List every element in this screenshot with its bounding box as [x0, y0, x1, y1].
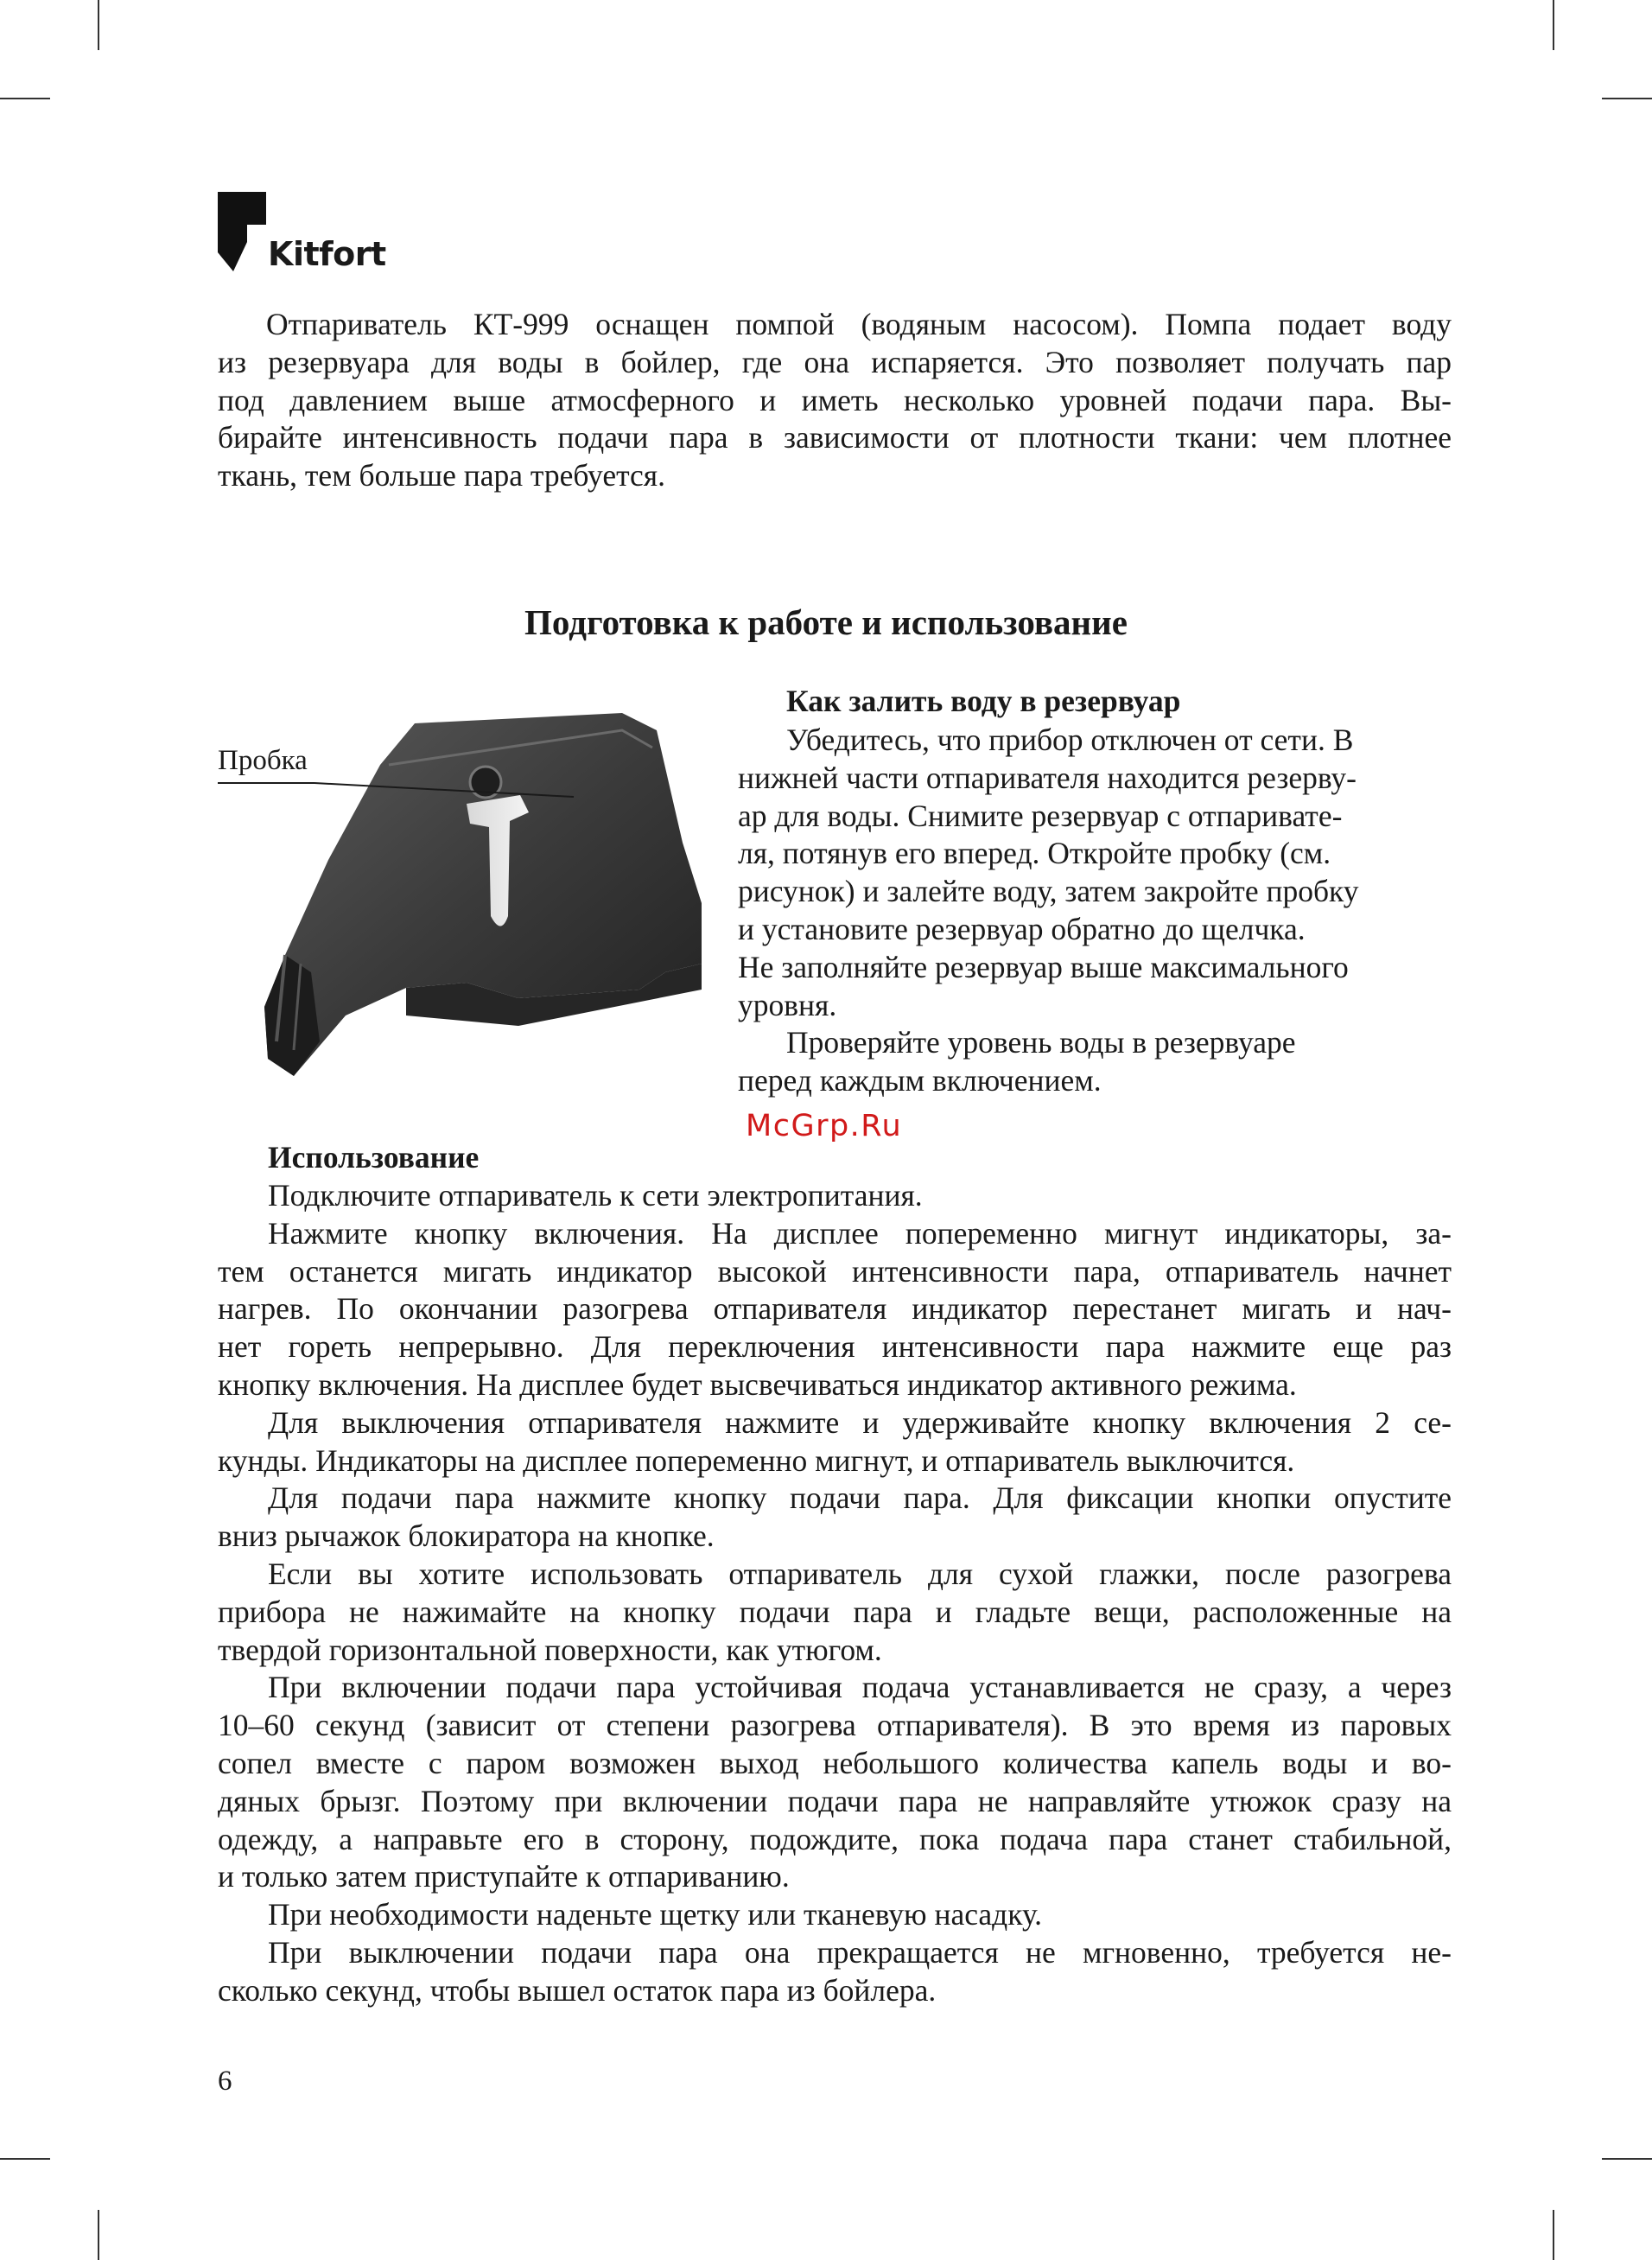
usage-line: сопел вместе с паром возможен выход небольшого количества капель воды и во-: [218, 1745, 1452, 1780]
watermark-link[interactable]: McGrp.Ru: [746, 1109, 903, 1143]
fill-line: Убедитесь, что прибор отключен от сети. В: [786, 723, 1354, 757]
usage-line: твердой горизонтальной поверхности, как утюгом.: [218, 1632, 882, 1667]
intro-line: ткань, тем больше пара требуется.: [218, 458, 665, 493]
fill-line: Проверяйте уровень воды в резервуаре: [786, 1025, 1296, 1060]
section-title: Подготовка к работе и использование: [524, 602, 1128, 642]
figure-label: Пробка: [218, 745, 308, 776]
fill-line: нижней части отпаривателя находится резерву-: [738, 760, 1357, 795]
usage-line: прибора не нажимайте на кнопку подачи пара и гладьте вещи, расположенные на: [218, 1594, 1452, 1629]
brand-name: Kitfort: [268, 235, 386, 273]
intro-paragraph: [218, 306, 1452, 495]
usage-line: При выключении подачи пара она прекращается не мгновенно, требуется не-: [268, 1934, 1452, 1970]
fill-line: рисунок) и залейте воду, затем закройте пробку: [738, 874, 1359, 909]
water-tank-figure: [259, 713, 708, 1080]
fill-heading: Как залить воду в резервуар: [786, 684, 1181, 718]
brand-logo: [218, 192, 391, 275]
fill-line: ар для воды. Снимите резервуар с отпаривате-: [738, 798, 1343, 833]
usage-line: кунды. Индикаторы на дисплее попеременно мигнут, и отпариватель выключится.: [218, 1442, 1295, 1478]
crop-mark: [0, 98, 50, 99]
usage-line: Если вы хотите использовать отпариватель для сухой глажки, после разогрева: [268, 1556, 1452, 1591]
usage-line: вниз рычажок блокиратора на кнопке.: [218, 1518, 715, 1554]
usage-line: дяных брызг. Поэтому при включении подачи пара не направляйте утюжок сразу на: [218, 1783, 1452, 1818]
usage-line: и только затем приступайте к отпариванию.: [218, 1859, 790, 1894]
crop-mark: [98, 0, 99, 50]
usage-line: одежду, а направьте его в сторону, подождите, пока подача пара станет стабильной,: [218, 1821, 1452, 1856]
usage-line: кнопку включения. На дисплее будет высвечиваться индикатор активного режима.: [218, 1366, 1297, 1402]
usage-line: При включении подачи пара устойчивая подача устанавливается не сразу, а через: [268, 1670, 1452, 1705]
intro-line: под давлением выше атмосферного и иметь несколько уровней подачи пара. Вы-: [218, 382, 1452, 417]
leader-line: [218, 782, 581, 799]
crop-mark: [1602, 98, 1652, 99]
intro-line: из резервуара для воды в бойлер, где она испаряется. Это позволяет получать пар: [218, 344, 1452, 379]
crop-mark: [0, 2158, 50, 2160]
usage-line: нагрев. По окончании разогрева отпаривателя индикатор перестанет мигать и нач-: [218, 1291, 1452, 1327]
crop-mark: [98, 2210, 99, 2260]
intro-line: Отпариватель КТ-999 оснащен помпой (водяным насосом). Помпа подает воду: [266, 307, 1452, 341]
usage-line: 10–60 секунд (зависит от степени разогрева отпаривателя). В это время из паровых: [218, 1708, 1452, 1743]
usage-line: нет гореть непрерывно. Для переключения интенсивности пара нажмите еще раз: [218, 1329, 1452, 1365]
usage-line: тем останется мигать индикатор высокой интенсивности пара, отпариватель начнет: [218, 1253, 1452, 1289]
usage-heading: Использование: [268, 1140, 480, 1175]
usage-paragraph: [218, 1177, 1452, 2010]
fill-line: перед каждым включением.: [738, 1063, 1102, 1098]
crop-mark: [1553, 0, 1554, 50]
fill-line: уровня.: [738, 987, 837, 1022]
fill-paragraph: [738, 722, 1442, 1100]
crop-mark: [1602, 2158, 1652, 2160]
crop-mark: [1553, 2210, 1554, 2260]
intro-line: бирайте интенсивность подачи пара в зависимости от плотности ткани: чем плотнее: [218, 420, 1452, 455]
usage-line: сколько секунд, чтобы вышел остаток пара из бойлера.: [218, 1972, 937, 2008]
usage-line: Подключите отпариватель к сети электропитания.: [268, 1178, 923, 1213]
usage-line: Для выключения отпаривателя нажмите и удерживайте кнопку включения 2 се-: [268, 1404, 1452, 1440]
fill-line: Не заполняйте резервуар выше максимального: [738, 949, 1349, 984]
usage-line: Нажмите кнопку включения. На дисплее попеременно мигнут индикаторы, за-: [268, 1215, 1452, 1251]
usage-line: При необходимости наденьте щетку или тканевую насадку.: [268, 1897, 1043, 1932]
fill-line: и установите резервуар обратно до щелчка.: [738, 911, 1306, 946]
fill-line: ля, потянув его вперед. Откройте пробку (см.: [738, 836, 1331, 871]
kitfort-logo-icon: [218, 192, 266, 271]
usage-line: Для подачи пара нажмите кнопку подачи пара. Для фиксации кнопки опустите: [268, 1480, 1452, 1516]
page-number: 6: [218, 2066, 232, 2097]
